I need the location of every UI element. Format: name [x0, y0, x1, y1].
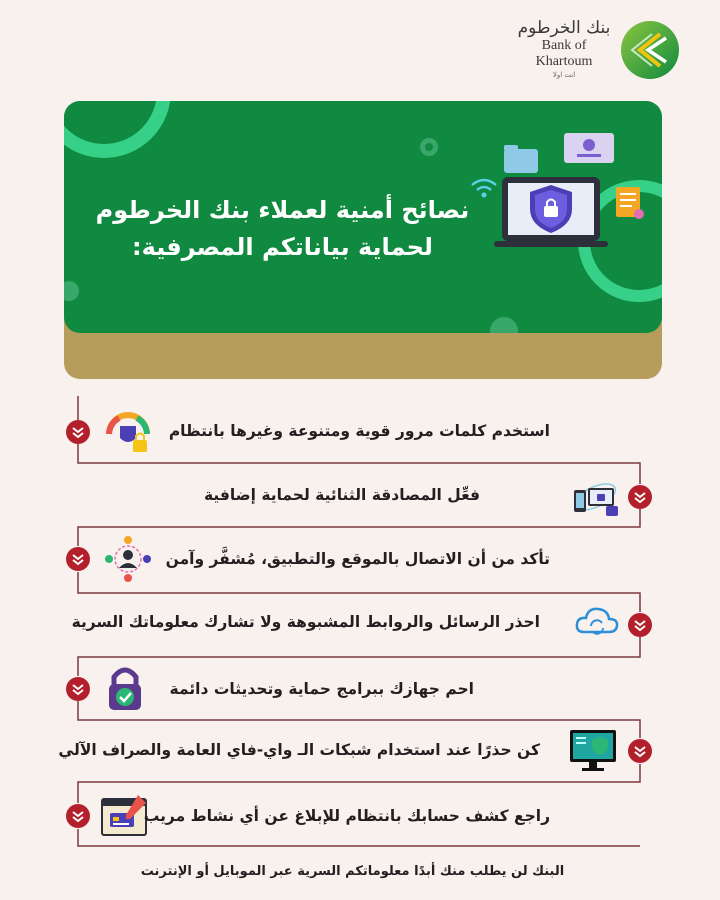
cloud-sync-icon	[572, 598, 622, 648]
tip-text-5: احم جهازك ببرامج حماية وتحديثات دائمة	[169, 680, 474, 698]
tip-text-6: كن حذرًا عند استخدام شبكات الـ واي-فاي العامة والصراف الآلي	[58, 741, 540, 759]
footer-note: البنك لن يطلب منك أبدًا معلوماتكم السرية عبر الموبايل أو الإنترنت	[140, 864, 565, 879]
chevron-down-icon	[627, 484, 653, 510]
bank-logo-icon	[620, 20, 680, 80]
gear-icon	[420, 138, 438, 156]
monitor-shield-icon	[568, 725, 618, 775]
tip-text-7: راجع كشف حسابك بانتظام للإبلاغ عن أي نشاط مريب	[143, 807, 550, 825]
chevron-down-icon	[65, 546, 91, 572]
hero-title	[95, 192, 470, 266]
secure-connection-icon	[103, 534, 153, 584]
tip-text-4: احذر الرسائل والروابط المشبوهة ولا تشارك معلوماتك السرية	[71, 613, 540, 631]
hero-title-line-1: نصائح أمنية لعملاء بنك الخرطوم	[95, 196, 470, 224]
chevron-down-icon	[65, 676, 91, 702]
laptop-shield-illustration	[464, 129, 662, 269]
two-factor-auth-icon	[570, 472, 620, 522]
folder-icon	[504, 149, 538, 173]
hero-title-line-2: لحماية بياناتكم المصرفية:	[132, 233, 433, 261]
chevron-down-icon	[627, 612, 653, 638]
hero-banner	[64, 101, 662, 333]
tip-text-1: استخدم كلمات مرور قوية ومتنوعة وغيرها بانتظام	[168, 422, 550, 440]
bank-tagline: انت اولا	[552, 71, 576, 79]
wifi-icon	[472, 180, 496, 190]
bank-name-english: Bank of Khartoum	[535, 38, 593, 69]
bank-logo-text	[512, 18, 616, 80]
tip-text-2: فعِّل المصادقة الثنائية لحماية إضافية	[203, 486, 480, 504]
payment-card-icon	[100, 791, 150, 841]
password-strength-icon	[103, 404, 153, 454]
bank-name-arabic: بنك الخرطوم	[517, 18, 611, 38]
chevron-down-icon	[65, 803, 91, 829]
tip-text-3: تأكد من أن الاتصال بالموقع والتطبيق، مُشفَّر وآمن	[165, 550, 550, 568]
chevron-down-icon	[627, 738, 653, 764]
chevron-down-icon	[65, 419, 91, 445]
padlock-check-icon	[100, 663, 150, 713]
